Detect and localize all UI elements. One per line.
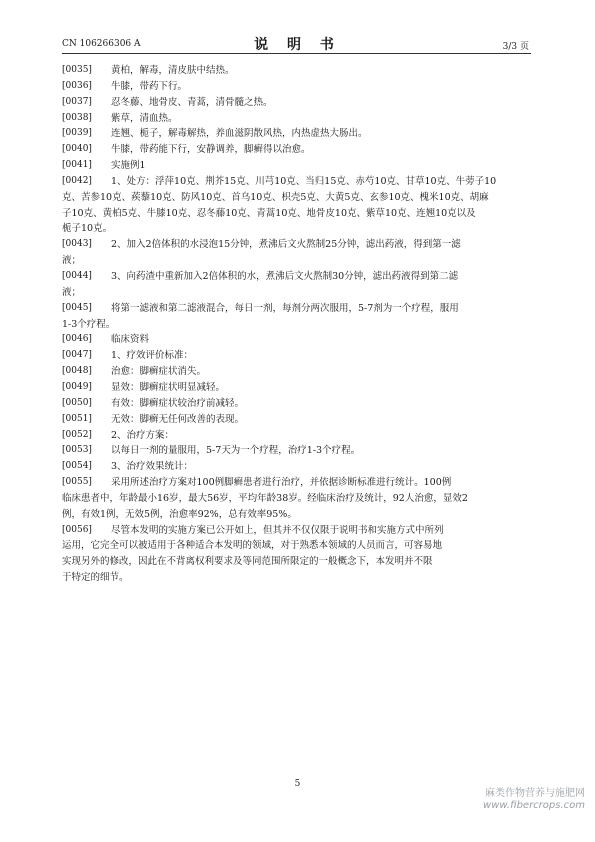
paragraph-line: 于特定的细节。 <box>62 572 129 584</box>
paragraph-number: [0049] <box>62 382 92 392</box>
paragraph-number: [0051] <box>62 413 92 424</box>
paragraph-line: 栀子10克。 <box>62 223 113 235</box>
paragraph-line: 实施例1 <box>111 160 146 172</box>
paragraph-line: 1、疗效评价标准： <box>111 350 194 362</box>
paragraph-number: [0053] <box>62 445 92 456</box>
watermark-site-name: 麻类作物营养与施肥网 <box>485 788 585 799</box>
paragraph <box>62 174 535 237</box>
patent-number: CN 106266306 A <box>62 39 141 49</box>
paragraph <box>62 79 535 95</box>
paragraph-line: 3、向药渣中重新加入2倍体积的水，煮沸后文火熬制30分钟，滤出药液得到第二滤 <box>111 271 459 283</box>
paragraph-line: 无效：脚癣无任何改善的表现。 <box>111 413 245 425</box>
paragraph-number: [0048] <box>62 366 92 377</box>
paragraph <box>62 475 535 523</box>
paragraph-number: [0039] <box>62 128 92 139</box>
paragraph <box>62 396 535 412</box>
paragraph-number: [0054] <box>62 461 92 472</box>
paragraph <box>62 459 535 475</box>
paragraph-number: [0042] <box>62 175 92 186</box>
paragraph-number: [0043] <box>62 239 92 250</box>
paragraph-number: [0037] <box>62 96 92 107</box>
paragraph-number: [0041] <box>62 160 92 171</box>
paragraph <box>62 269 535 301</box>
paragraph-line: 子10克、黄柏5克、牛膝10克、忍冬藤10克、青蒿10克、地骨皮10克、紫草10克、连翘10克以及 <box>62 207 476 219</box>
paragraph <box>62 523 535 586</box>
paragraph-line: 液； <box>62 286 82 298</box>
paragraph-number: [0044] <box>62 271 92 282</box>
paragraph <box>62 332 535 348</box>
paragraph-line: 牛膝，带药能下行，安静调养，脚癣得以治愈。 <box>111 144 311 156</box>
document-title: 说 明 书 <box>254 37 341 53</box>
paragraph-line: 3、治疗效果统计： <box>111 461 194 473</box>
paragraph <box>62 158 535 174</box>
paragraph <box>62 237 535 269</box>
paragraph-line: 牛膝，带药下行。 <box>111 80 188 92</box>
paragraph <box>62 111 535 127</box>
paragraph-line: 例，有效1例，无效5例，治愈率92%，总有效率95%。 <box>62 508 297 520</box>
paragraph-line: 紫草，清血热。 <box>111 112 178 124</box>
paragraph-line: 连翘、栀子，解毒解热，养血滋阴散风热，内热虚热大肠出。 <box>111 128 368 140</box>
paragraph-line: 1-3个疗程。 <box>62 318 116 330</box>
paragraph <box>62 428 535 444</box>
paragraph <box>62 95 535 111</box>
paragraph-number: [0050] <box>62 397 92 408</box>
page-indicator: 3/3 页 <box>502 42 529 52</box>
paragraph <box>62 348 535 364</box>
page-number: 5 <box>294 779 301 789</box>
paragraph-number: [0046] <box>62 334 92 345</box>
paragraph-line: 将第一滤液和第二滤液混合，每日一剂，每剂分两次服用，5-7剂为一个疗程，服用 <box>111 302 459 314</box>
paragraph-line: 1、处方：浮萍10克、荆芥15克、川芎10克、当归15克、赤芍10克、甘草10克、牛蒡子10 <box>111 175 497 187</box>
paragraph-line: 临床资料 <box>111 334 150 346</box>
paragraph-number: [0047] <box>62 350 92 361</box>
paragraph-line: 采用所述治疗方案对100例脚癣患者进行治疗，并依据诊断标准进行统计。100例 <box>111 477 452 489</box>
paragraph-number: [0040] <box>62 144 92 155</box>
paragraph-number: [0035] <box>62 65 92 75</box>
paragraph <box>62 364 535 380</box>
paragraph-line: 实现另外的修改，因此在不背离权利要求及等同范围所限定的一般概念下，本发明并不限 <box>62 556 433 568</box>
paragraph-line: 克、苦参10克、蒺藜10克、防风10克、首乌10克、枳壳5克、大黄5克、玄参10克、槐米10克、胡麻 <box>62 191 489 203</box>
paragraph-line: 显效：脚癣症状明显减轻。 <box>111 382 226 393</box>
paragraph <box>62 142 535 158</box>
paragraph-line: 临床患者中，年龄最小16岁，最大56岁，平均年龄38岁。经临床治疗及统计，92人治愈，显效2 <box>62 492 468 504</box>
paragraph-number: [0055] <box>62 477 92 488</box>
paragraph <box>62 443 535 459</box>
paragraph <box>62 63 535 79</box>
paragraph-line: 治愈：脚癣症状消失。 <box>111 366 207 378</box>
paragraph <box>62 126 535 142</box>
paragraph <box>62 412 535 428</box>
watermark <box>483 788 585 812</box>
paragraph <box>62 380 535 396</box>
paragraph-line: 2、加入2倍体积的水浸泡15分钟，煮沸后文火熬制25分钟，滤出药液，得到第一滤 <box>111 239 461 251</box>
paragraph-line: 黄柏，解毒，清皮肤中结热。 <box>111 65 235 76</box>
paragraph <box>62 301 535 333</box>
paragraph-number: [0056] <box>62 524 92 535</box>
paragraph-number: [0036] <box>62 80 92 91</box>
paragraph-number: [0045] <box>62 302 92 313</box>
paragraph-line: 2、治疗方案： <box>111 429 175 441</box>
watermark-url: www.fibercrops.com <box>483 800 585 811</box>
paragraph-line: 液； <box>62 255 82 267</box>
paragraph-line: 运用，它完全可以被适用于各种适合本发明的领域，对于熟悉本领域的人员而言，可容易地 <box>62 540 443 552</box>
paragraph-line: 以每日一剂的量服用，5-7天为一个疗程，治疗1-3个疗程。 <box>111 445 361 457</box>
paragraph-line: 忍冬藤、地骨皮、青蒿，清骨髓之热。 <box>111 96 273 108</box>
header-rule <box>62 53 531 54</box>
paragraph-number: [0038] <box>62 112 92 123</box>
paragraph-number: [0052] <box>62 429 92 440</box>
paragraph-line: 有效：脚癣症状较治疗前减轻。 <box>111 397 245 409</box>
paragraph-line: 尽管本发明的实施方案已公开如上，但其并不仅仅限于说明书和实施方式中所列 <box>111 524 444 536</box>
